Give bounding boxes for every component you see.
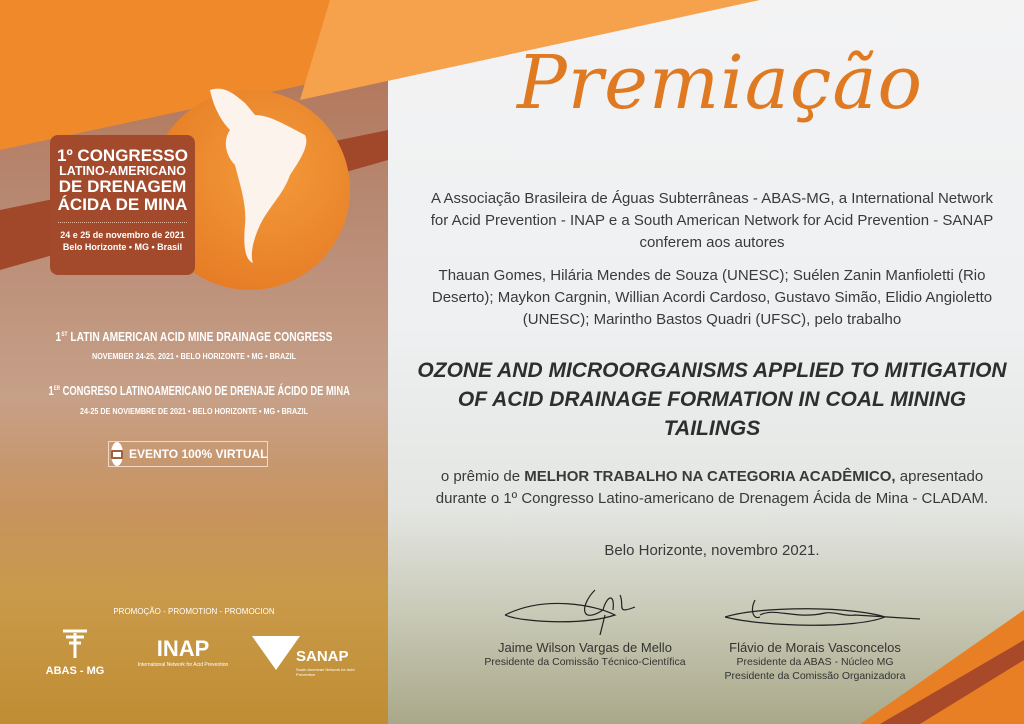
- inap-text: INAP: [156, 636, 210, 661]
- event-title-line: ÁCIDA DE MINA: [57, 195, 188, 214]
- virtual-label: EVENTO 100% VIRTUAL: [129, 447, 268, 461]
- signer-role: Presidente da Comissão Técnico-Científica: [484, 656, 686, 668]
- signer-name: Jaime Wilson Vargas de Mello: [498, 640, 672, 655]
- signer-name: Flávio de Morais Vasconcelos: [729, 640, 901, 655]
- event-place: Belo Horizonte • MG • Brasil: [62, 242, 183, 252]
- event-title-line: 1º CONGRESSO: [57, 146, 188, 165]
- monitor-icon: [111, 442, 123, 466]
- event-date-en: NOVEMBER 24-25, 2021 • BELO HORIZONTE • MG • BRAZIL: [91, 352, 296, 361]
- event-logo-box: [50, 135, 195, 275]
- abas-icon: [60, 628, 90, 660]
- work-title: OZONE AND MICROORGANISMS APPLIED TO MITIGATION OF ACID DRAINAGE FORMATION IN COAL MINING TAILINGS: [417, 359, 1007, 440]
- signer-role: Presidente da Comissão Organizadora: [724, 670, 906, 682]
- handwritten-signature: [705, 585, 925, 635]
- virtual-event-badge: [108, 441, 268, 467]
- signature-block: [700, 585, 930, 683]
- signer-role: Presidente da ABAS - Núcleo MG: [736, 656, 894, 668]
- event-title-en: 1ST LATIN AMERICAN ACID MINE DRAINAGE CONGRESS: [55, 330, 333, 344]
- sanap-subtitle: South American Network for Acid Prevention: [296, 667, 355, 677]
- divider: [58, 222, 187, 223]
- event-title-es: 1ER CONGRESO LATINOAMERICANO DE DRENAJE ÁCIDO DE MINA: [48, 384, 350, 398]
- south-america-map-icon: [205, 85, 315, 265]
- event-title-line: DE DRENAGEM: [58, 177, 187, 196]
- signature-block: [470, 585, 700, 669]
- certificate-title: Premiação: [516, 40, 924, 126]
- inap-logo: [128, 636, 238, 669]
- event-date: 24 e 25 de novembro de 2021: [60, 230, 185, 240]
- handwritten-signature: [485, 585, 685, 635]
- inap-subtitle: International Network for Acid Prevention: [137, 662, 229, 668]
- sanap-triangle-icon: [252, 636, 300, 670]
- place-date: Belo Horizonte, novembro 2021.: [604, 542, 820, 559]
- abas-text: ABAS - MG: [45, 665, 105, 677]
- award-text: o prêmio de MELHOR TRABALHO NA CATEGORIA ACADÊMICO, apresentado durante o 1º Congresso Latino-americano de Drenagem Ácida de Mina - CLADAM.: [435, 468, 989, 507]
- sanap-text: SANAP: [296, 648, 349, 665]
- promotion-label: PROMOÇÃO - PROMOTION - PROMOCION: [113, 607, 275, 616]
- intro-text: A Associação Brasileira de Águas Subterrâneas - ABAS-MG, a International Network for Acid Prevention - INAP e a South American Network for Acid Prevention - SANAP conferem aos autores: [430, 190, 994, 251]
- abas-logo: [40, 628, 110, 677]
- event-date-es: 24-25 DE NOVIEMBRE DE 2021 • BELO HORIZONTE • MG • BRAZIL: [79, 407, 309, 416]
- event-title-line: LATINO-AMERICANO: [59, 164, 186, 178]
- authors-text: Thauan Gomes, Hilária Mendes de Souza (UNESC); Suélen Zanin Manfioletti (Rio Deserto); Maykon Cargnin, Willian Acordi Cardoso, Gustavo Simão, Elidio Angioletto (UNESC); Marintho Bastos Quadri (UFSC), pelo trabalho: [431, 267, 993, 328]
